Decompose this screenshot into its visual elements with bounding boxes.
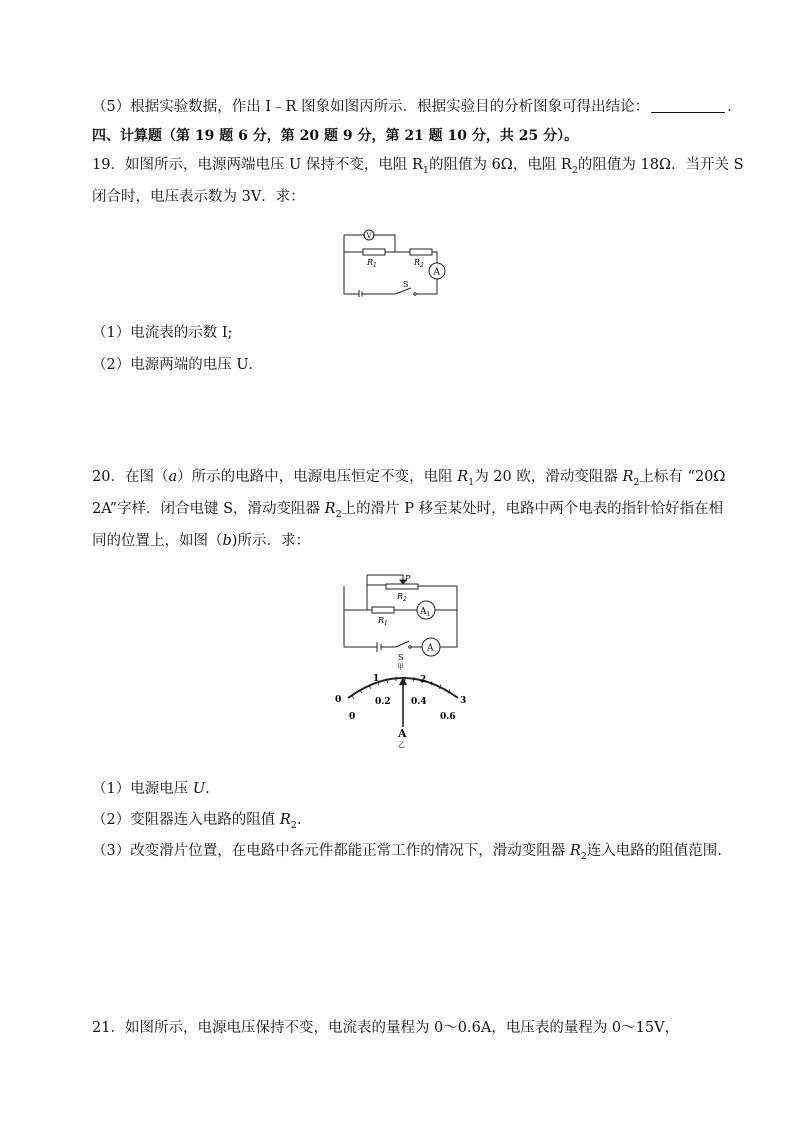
q20-text-a: 20．在图（ <box>92 469 169 485</box>
ammeter-a-symbol: A <box>427 643 434 654</box>
resistor-r1-label: $R_1$ <box>378 616 388 627</box>
q19-text-b: 的阻值为 6Ω，电阻 R <box>428 157 572 173</box>
q19-circuit-diagram <box>335 225 455 297</box>
q20-part3-b: 连入电路的阻值范围. <box>586 843 722 859</box>
q19-text-a: 19．如图所示，电源两端电压 U 保持不变，电阻 R <box>92 157 423 173</box>
q20-text-b: ）所示的电路中，电源电压恒定不变，电阻 <box>177 469 458 485</box>
q18-part5-end: ． <box>727 99 742 115</box>
q20-line2-a: 2A”字样．闭合电键 S，滑动变阻器 <box>92 501 325 517</box>
meter-bottom-06: 0.6 <box>440 712 456 722</box>
switch-s-label: S <box>398 653 404 662</box>
q20-line3-a: 同的位置上，如图（ <box>92 533 223 549</box>
q20-line2-r: R <box>324 501 336 517</box>
meter-bottom-02: 0.2 <box>375 697 391 707</box>
q20-part2-b: . <box>296 812 302 828</box>
q20-part3-a: （3）改变滑片位置，在电路中各元件都能正常工作的情况下，滑动变阻器 <box>92 843 570 859</box>
q20-line1 <box>92 468 725 492</box>
meter-unit-a: A <box>398 727 407 740</box>
switch-label: S <box>403 280 409 289</box>
q20-line2-sub: 2 <box>335 508 342 520</box>
q20-part2-sub: 2 <box>290 819 297 831</box>
q19-text-c: 的阻值为 18Ω．当开关 S <box>577 157 744 173</box>
q20-r2: R <box>622 469 634 485</box>
figure-b-label: 乙 <box>398 741 405 749</box>
q19-sub1: 1 <box>422 164 429 176</box>
meter-bottom-0: 0 <box>349 712 356 722</box>
slider-p-label: P <box>405 574 411 583</box>
q20-part1-b: . <box>205 781 210 797</box>
voltmeter-symbol: V <box>366 232 372 240</box>
q18-part5-text: （5）根据实验数据，作出 I﹣R 图象如图丙所示．根据实验目的分析图象可得出结论： <box>92 99 650 115</box>
q20-part3-sub: 2 <box>580 850 587 862</box>
q19-part2: （2）电源两端的电压 U． <box>92 357 264 373</box>
q19-part1: （1）电流表的示数 I; <box>92 325 233 341</box>
q19-sub2: 2 <box>571 164 578 176</box>
q20-part2 <box>92 811 301 835</box>
ammeter-a1-symbol: $A_1$ <box>420 607 431 618</box>
q20-text-c: 为 20 欧，滑动变阻器 <box>474 469 623 485</box>
q20-line3 <box>92 532 310 550</box>
meter-top-3: 3 <box>460 696 467 706</box>
q20-r1: R <box>457 469 469 485</box>
q20-part1 <box>92 780 210 798</box>
q20-part1-a: （1）电源电压 <box>92 781 193 797</box>
q19-line1 <box>92 156 744 180</box>
meter-bottom-04: 0.4 <box>411 697 427 707</box>
meter-top-zero: 0 <box>335 695 342 705</box>
answer-blank <box>651 98 725 113</box>
q20-part2-a: （2）变阻器连入电路的阻值 <box>92 812 280 828</box>
rheostat-r2-label: $R_2$ <box>397 592 407 603</box>
q21-line1: 21．如图所示，电源电压保持不变，电流表的量程为 0～0.6A，电压表的量程为 0～15V， <box>92 1020 680 1036</box>
q20-r2-sub: 2 <box>633 476 640 488</box>
figure-a-label: 甲 <box>397 663 404 671</box>
q20-circuit-and-meter-diagram <box>330 567 475 749</box>
q20-part2-r: R <box>279 812 291 828</box>
meter-top-2: 2 <box>420 675 427 685</box>
q20-r1-sub: 1 <box>468 476 475 488</box>
q20-part1-u: U <box>192 781 206 797</box>
q20-fig-b-label: b <box>222 533 232 549</box>
q19-line2: 闭合时，电压表示数为 3V．求： <box>92 189 305 205</box>
q20-part3 <box>92 842 722 866</box>
q20-line2 <box>92 500 723 524</box>
q20-fig-a-label: a <box>168 469 178 485</box>
meter-top-1: 1 <box>373 674 380 684</box>
q20-line2-b: 上的滑片 P 移至某处时，电路中两个电表的指针恰好指在相 <box>341 501 724 517</box>
r1-label: $R_1$ <box>367 258 377 269</box>
q18-part5 <box>92 98 742 116</box>
ammeter-symbol: A <box>433 267 440 278</box>
q20-part3-r: R <box>569 843 581 859</box>
r2-label: $R_2$ <box>414 258 424 269</box>
q20-text-d: 上标有 “20Ω <box>639 469 726 485</box>
section-heading: 四、计算题（第 19 题 6 分，第 20 题 9 分，第 21 题 10 分，共 25 分）。 <box>92 128 579 144</box>
q20-line3-b: )所示．求： <box>231 533 310 549</box>
